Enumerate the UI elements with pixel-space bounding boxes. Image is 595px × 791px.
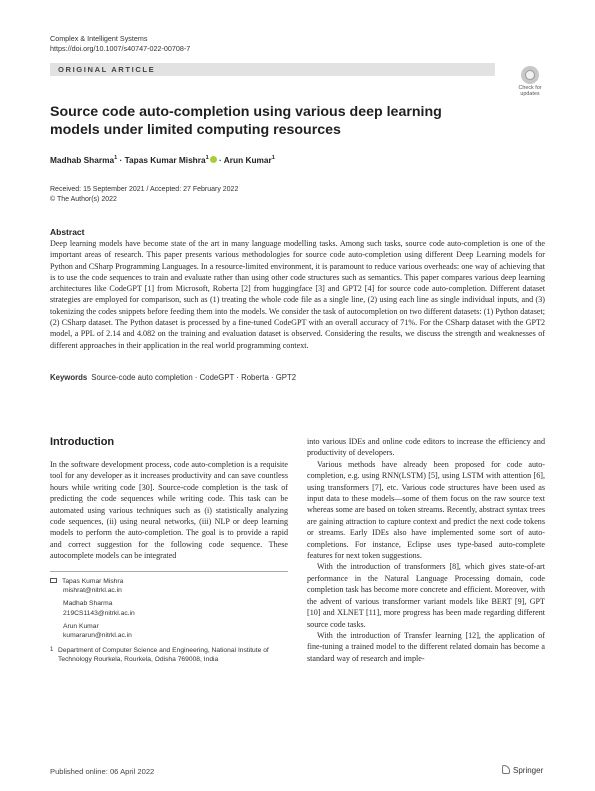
springer-horse-icon — [502, 765, 510, 774]
keywords-text: Source-code auto completion · CodeGPT · Roberta · GPT2 — [91, 373, 297, 382]
footnotes — [50, 577, 288, 665]
abstract-heading: Abstract — [50, 227, 85, 237]
publisher-name: Springer — [513, 766, 544, 775]
intro-paragraph: With the introduction of transformers [8], which gives state-of-art performance in the Natural Language Processing domain, code completion task has become more concrete and efficient. Moreover, with the advent of various transformer variant models like BERT [9], GPT [10] and XLNET [11], more progress has been made regarding different source code tasks. — [307, 562, 545, 629]
contact-email[interactable]: kumararun@nitrkl.ac.in — [63, 632, 132, 640]
intro-paragraph: With the introduction of Transfer learning [12], the application of fine-tuning a trained model to the different related domain has become a standard way of research and imple- — [307, 630, 545, 663]
affiliation-text: Department of Computer Science and Engineering, National Institute of Technology Rourkela, Rourkela, Odisha 769008, India — [58, 647, 269, 664]
contact-name: Arun Kumar — [63, 622, 99, 630]
check-for-updates-label: Check for updates — [518, 85, 542, 97]
check-for-updates-icon — [521, 66, 539, 84]
intro-paragraph: Various methods have already been proposed for code auto-completion, e.g. using RNN(LSTM) [5], using LSTM with attention [6], using transformers [7], etc. Various code structures have been used as input data to these models—some of them focus on the raw source text whereas some are based on token streams. Recently, abstract syntax trees are gaining attraction to capture context and predict the next code tokens or streams. Early IDEs also have implemented some sort of auto-completions. For instance, Eclipse uses type-based auto-complete features for next token suggestions. — [307, 459, 545, 561]
intro-column-left — [50, 459, 288, 562]
copyright: © The Author(s) 2022 — [50, 196, 117, 203]
contact-name: Madhab Sharma — [63, 600, 113, 608]
author-affiliation-mark: 1 — [271, 155, 275, 162]
contact — [63, 622, 288, 640]
footnote-divider — [50, 571, 288, 572]
check-for-updates-badge[interactable] — [512, 66, 548, 100]
affiliation-mark: 1 — [50, 647, 54, 654]
author-name[interactable]: Madhab Sharma — [50, 155, 115, 165]
article-type: ORIGINAL ARTICLE — [58, 65, 156, 74]
article-type-band — [50, 63, 495, 76]
paper-title: Source code auto-completion using various deep learning models under limited computing resources — [50, 104, 442, 138]
article-dates — [50, 185, 238, 205]
intro-paragraph: into various IDEs and online code editors to increase the efficiency and productivity of developers. — [307, 437, 545, 458]
contact-email[interactable]: 219CS1143@nitrkl.ac.in — [63, 609, 135, 617]
affiliation — [50, 646, 288, 664]
author-list: Madhab Sharma$^1$ · Tapas Kumar Mishra$^1$ · Arun Kumar$^1$ — [50, 155, 275, 165]
journal-header — [50, 34, 190, 54]
introduction-heading: Introduction — [50, 436, 115, 448]
publisher-logo — [502, 765, 543, 775]
keywords — [50, 373, 296, 382]
orcid-icon[interactable] — [210, 156, 217, 163]
keywords-label: Keywords — [50, 373, 88, 382]
contact — [63, 599, 288, 617]
published-online: Published online: 06 April 2022 — [50, 767, 155, 776]
intro-column-right — [307, 436, 545, 664]
author-affiliation-mark: 1 — [114, 155, 118, 162]
abstract-text: Deep learning models have become state of the art in many language modelling tasks. Among such tasks, source code auto-completion is one of the important areas of research. This paper presents various methodologies for source code auto-completion using different Deep Learning models for Python and CSharp Programming Languages. In a resource-limited environment, it is paramount to reduce various overheads: one way of achieving that is to use the code sequences to train and evaluate rather than using other code structures such as semantics. This paper compares various deep learning architectures like CodeGPT [1] from Microsoft, Roberta [2] from huggingface [3] and GPT2 [4] for source code auto-completion. Different dataset strategies are employed for comparison, such as (1) treating the whole code file as a single line, (2) using each line as single individual inputs, and (3) tokenizing the codes snippets before feeding them into the models. We consider the task of autocompletion on two different datasets: (1) Python dataset; (2) CSharp dataset. The Python dataset is processed by a fine-tuned CodeGPT with an overall accuracy of 71%. For the CSharp dataset with the GPT2 model, a PPL of 2.14 and 4.082 on the training and evaluation dataset is observed. Considering the results, we discuss the strength and weaknesses of different approaches in their application in the real world programming context. — [50, 239, 545, 350]
received-accepted: Received: 15 September 2021 / Accepted: 27 February 2022 — [50, 186, 239, 193]
author-affiliation-mark: 1 — [205, 155, 209, 162]
contact-email[interactable]: mishrat@nitrkl.ac.in — [63, 587, 122, 595]
journal-name: Complex & Intelligent Systems — [50, 34, 148, 43]
envelope-icon — [50, 578, 57, 583]
intro-paragraph: In the software development process, code auto-completion is a requisite tool for any developer as it increases productivity and can save countless hours while writing code [30]. Source-code completion is the task of predicting the code sequences while writing code. This task can be automated using various techniques such as (i) statistically analyzing code sequences, (ii) using neural networks, (iii) NLP or deep learning models to perform the auto-completion. The goal is to provide a rapid and correct suggestion for the following code sequence. These autocomplete models can be integrated — [50, 460, 288, 561]
author-name[interactable]: Tapas Kumar Mishra — [124, 155, 206, 165]
author-name[interactable]: Arun Kumar — [223, 155, 272, 165]
journal-doi[interactable]: https://doi.org/10.1007/s40747-022-00708-7 — [50, 44, 191, 53]
corresponding-author — [50, 577, 288, 595]
contact-name: Tapas Kumar Mishra — [62, 578, 124, 585]
